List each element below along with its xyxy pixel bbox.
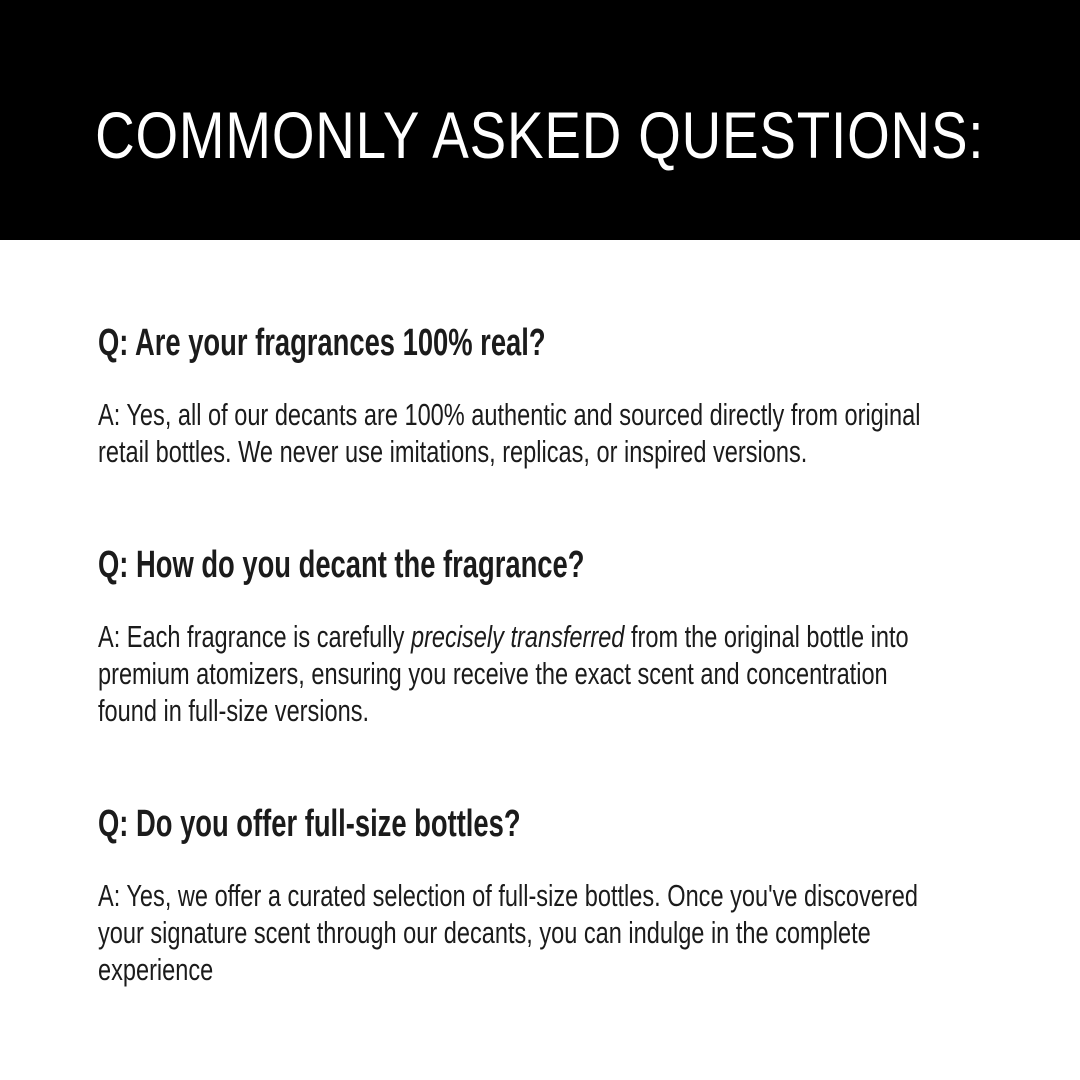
faq-section-1 (98, 320, 1030, 470)
faq-question-1: Q: Are your fragrances 100% real? (98, 322, 546, 364)
faq-content (0, 320, 1080, 988)
faq-section-3 (98, 801, 1030, 988)
faq-answer-2 (98, 618, 1030, 729)
answer-line: your signature scent through our decants, you can indulge in the complete (98, 915, 871, 950)
answer-line: A: Yes, we offer a curated selection of full-size bottles. Once you've discovered (98, 878, 918, 913)
answer-italic-phrase: precisely transferred (410, 619, 625, 654)
answer-line: premium atomizers, ensuring you receive the exact scent and concentration (98, 656, 888, 691)
header-band (0, 0, 1080, 240)
faq-answer-1 (98, 396, 1030, 470)
answer-text: A: Each fragrance is carefully (98, 619, 411, 654)
faq-question-3: Q: Do you offer full-size bottles? (98, 803, 521, 845)
answer-line: experience (98, 952, 214, 987)
faq-question-2: Q: How do you decant the fragrance? (98, 544, 585, 586)
faq-answer-3 (98, 877, 1030, 988)
answer-line: found in full-size versions. (98, 693, 370, 728)
answer-line: A: Yes, all of our decants are 100% authentic and sourced directly from original (98, 397, 921, 432)
answer-line (98, 618, 909, 655)
faq-section-2 (98, 542, 1030, 729)
answer-text: from the original bottle into (624, 619, 909, 654)
page-title: COMMONLY ASKED QUESTIONS: (95, 98, 985, 172)
answer-line: retail bottles. We never use imitations, replicas, or inspired versions. (98, 434, 808, 469)
